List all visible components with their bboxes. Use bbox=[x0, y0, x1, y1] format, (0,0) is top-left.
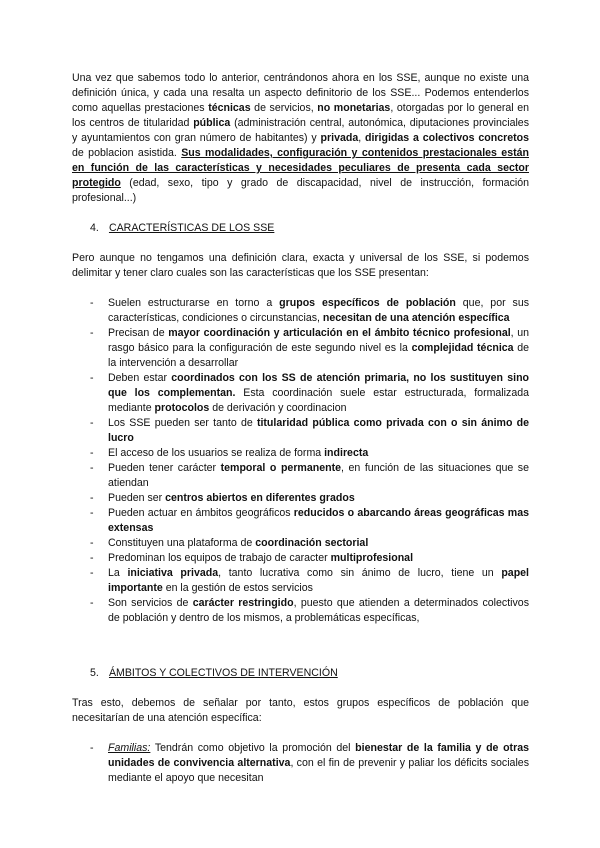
list-item: - Pueden actuar en ámbitos geográficos reducidos o abarcando áreas geográficas mas extensas bbox=[90, 507, 529, 534]
characteristics-list bbox=[72, 296, 529, 626]
section-4-lead: Pero aunque no tengamos una definición clara, exacta y universal de los SSE, si podemos delimitar y tener claro cuales son las características que los SSE presentan: bbox=[72, 252, 529, 279]
section-5-lead: Tras esto, debemos de señalar por tanto, estos grupos específicos de población que necesitarían de una atención específica: bbox=[72, 697, 529, 724]
list-item: - La iniciativa privada, tanto lucrativa como sin ánimo de lucro, tiene un papel importante en la gestión de estos servicios bbox=[90, 567, 529, 594]
list-item: - Suelen estructurarse en torno a grupos específicos de población que, por sus características, condiciones o circunstancias, necesitan de una atención específica bbox=[90, 297, 530, 324]
section-4-title: CARACTERÍSTICAS DE LOS SSE bbox=[108, 222, 275, 234]
list-item: - Pueden tener carácter temporal o permanente, en función de las situaciones que se atiendan bbox=[90, 462, 529, 489]
list-item: - Los SSE pueden ser tanto de titularidad pública como privada con o sin ánimo de lucro bbox=[90, 417, 529, 444]
list-item: - Son servicios de carácter restringido, puesto que atienden a determinados colectivos de población y dentro de los mismos, a problemáticas específicas, bbox=[90, 597, 529, 624]
list-item: - El acceso de los usuarios se realiza de forma indirecta bbox=[90, 447, 369, 459]
list-item: - Familias: Tendrán como objetivo la promoción del bienestar de la familia y de otras unidades de convivencia alternativa, con el fin de prevenir y paliar los déficits sociales mediante el apoyo que necesitan bbox=[90, 742, 529, 784]
list-item: - Predominan los equipos de trabajo de caracter multiprofesional bbox=[90, 552, 414, 564]
list-item: - Precisan de mayor coordinación y articulación en el ámbito técnico profesional, un rasgo básico para la configuración de este segundo nivel es la complejidad técnica de la intervención a desarrollar bbox=[90, 327, 529, 369]
list-item: - Pueden ser centros abiertos en diferentes grados bbox=[90, 492, 355, 504]
list-item: - Deben estar coordinados con los SS de atención primaria, no los sustituyen sino que los complementan. Esta coordinación suele estar estructurada, formalizada mediante protocolos de derivación y coordinacion bbox=[90, 372, 530, 414]
document-page bbox=[72, 71, 529, 786]
collectives-list bbox=[72, 741, 529, 786]
section-4-heading: 4. CARACTERÍSTICAS DE LOS SSE bbox=[90, 222, 275, 234]
list-item: - Constituyen una plataforma de coordinación sectorial bbox=[90, 537, 369, 549]
section-5-heading: 5. ÁMBITOS Y COLECTIVOS DE INTERVENCIÓN bbox=[90, 667, 338, 679]
intro-paragraph: Una vez que sabemos todo lo anterior, centrándonos ahora en los SSE, aunque no existe una definición única, y cada una resalta un aspecto definitorio de los SSE... Podemos entenderlos como aquellas prestaciones técnicas de servicios, no monetarias, otorgadas por lo general en los centros de titularidad pública (administración central, autonómica, diputaciones provinciales y ayuntamientos con gran número de habitantes) y privada, dirigidas a colectivos concretos de poblacion asistida. Sus modalidades, configuración y contenidos prestacionales están en función de las características y necesidades peculiares de presenta cada sector protegido (edad, sexo, tipo y grado de discapacidad, nivel de instrucción, formación profesional...) bbox=[72, 72, 529, 204]
section-5-title: ÁMBITOS Y COLECTIVOS DE INTERVENCIÓN bbox=[108, 667, 338, 679]
